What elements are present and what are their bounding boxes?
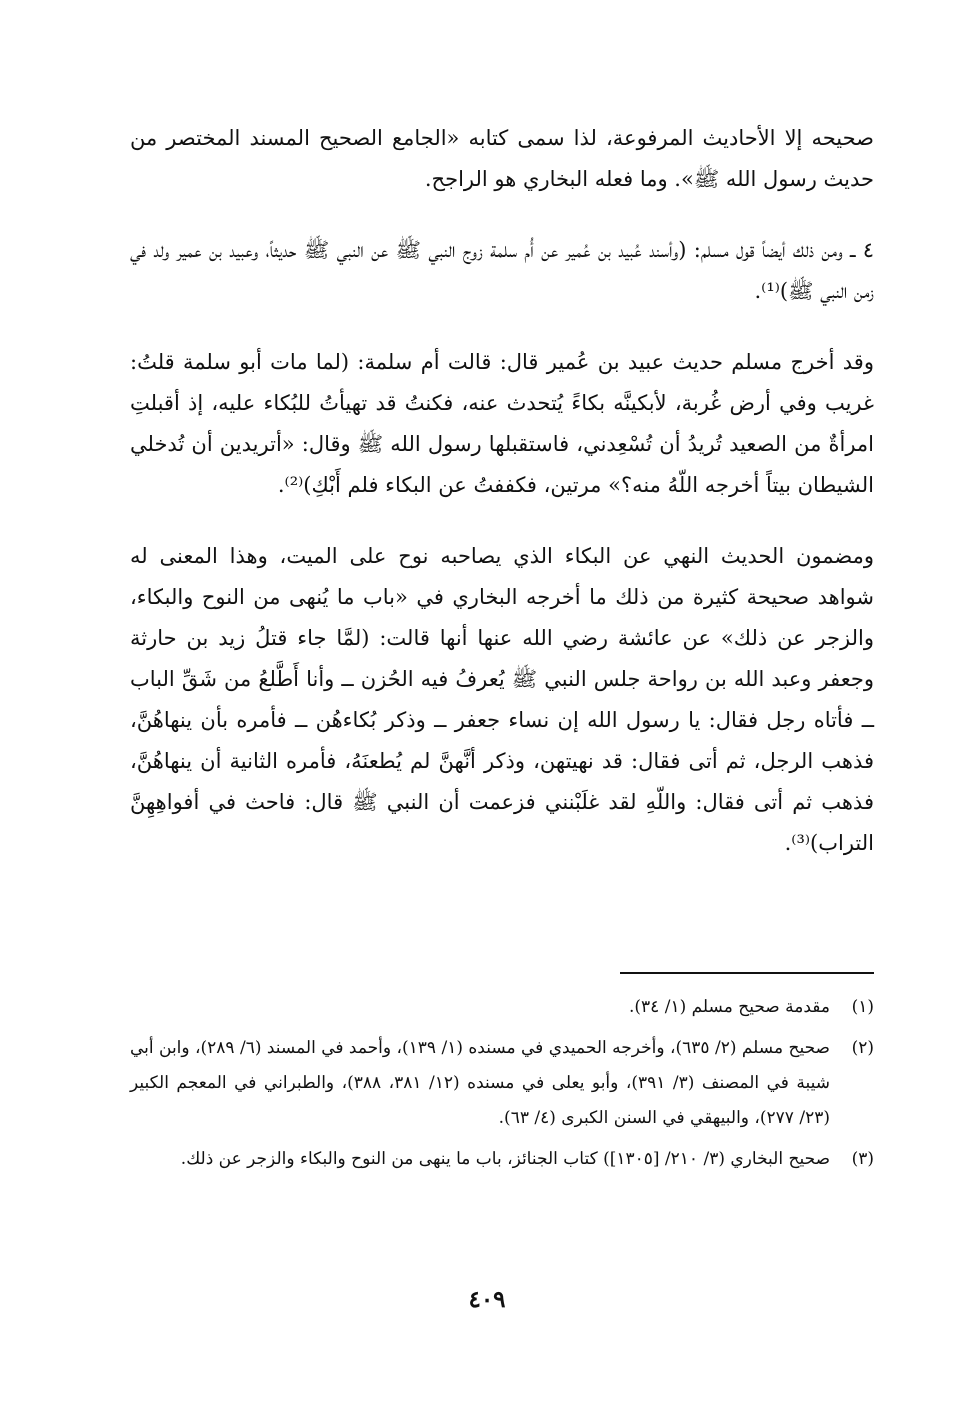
footnotes <box>130 990 874 1183</box>
footnote-1 <box>130 990 874 1025</box>
footnote-number: (١) <box>851 997 874 1017</box>
footnote-text: صحيح مسلم (٢/ ٦٣٥)، وأخرجه الحميدي في مسنده (١/ ١٣٩)، وأحمد في المسند (٦/ ٢٨٩)، وابن أبي شيبة في المصنف (٣/ ٣٩١)، وأبو يعلى في مسنده (١٢/ ٣٨١، ٣٨٨)، والطبراني في المعجم الكبير (٢٣/ ٢٧٧)، والبيهقي في السنن الكبرى (٤/ ٦٣). <box>129 1038 830 1128</box>
footnote-3 <box>130 1142 874 1177</box>
footnote-text: صحيح البخاري (٣/ ٢١٠/ [١٣٠٥]) كتاب الجنائز، باب ما ينهى من النوح والبكاء والزجر عن ذلك. <box>180 1149 830 1169</box>
footnote-number: (٣) <box>851 1149 874 1169</box>
footnote-2 <box>130 1031 874 1136</box>
page-number: ٤٠٩ <box>468 1286 506 1313</box>
main-text <box>130 118 874 864</box>
footnote-separator <box>620 972 874 974</box>
paragraph-3: وقد أخرج مسلم حديث عبيد بن عُمير قال: قالت أم سلمة: (لما مات أبو سلمة قلتُ: غريب وفي أرض غُربة، لأبكينَّه بكاءً يُتحدث عنه، فكنتُ قد تهيأتُ للبُكاء عليه، إذ أقبلتِ امرأةٌ من الصعيد تُريدُ أن تُسْعِدني، فاستقبلها رسول الله ﷺ وقال: «أتريدين أن تُدخلي الشيطان بيتاً أخرجه اللّهُ منه؟» مرتين، فكففتُ عن البكاء فلم أَبْكِ)⁽²⁾. <box>130 350 874 497</box>
paragraph-4: ومضمون الحديث النهي عن البكاء الذي يصاحبه نوح على الميت، وهذا المعنى له شواهد صحيحة كثيرة من ذلك ما أخرجه البخاري في «باب ما يُنهى من النوح والبكاء، والزجر عن ذلك» عن عائشة رضي الله عنها أنها قالت: (لمَّا جاء قتلُ زيد بن حارثة وجعفر وعبد الله بن رواحة جلس النبي ﷺ يُعرفُ فيه الحُزن ــ وأنا أَطَّلعُ من شَقِّ الباب ــ فأتاه رجل فقال: يا رسول الله إن نساء جعفر ــ وذكر بُكاءهُن ــ فأمره بأن ينهاهُنَّ، فذهب الرجل، ثم أتى فقال: قد نهيتهن، وذكر أنَّهنَّ لم يُطعنَهُ، فأمره الثانية أن ينهاهُنَّ، فذهب ثم أتى فقال: واللّهِ لقد غلَبْنني فزعمت أن النبي ﷺ قال: فاحث في أفواهِهِنَّ التراب)⁽³⁾. <box>130 544 874 855</box>
footnote-text: مقدمة صحيح مسلم (١/ ٣٤). <box>628 997 830 1017</box>
paragraph-1: صحيحه إلا الأحاديث المرفوعة، لذا سمى كتابه «الجامع الصحيح المسند المختصر من حديث رسول الله ﷺ». وما فعله البخاري هو الراجح. <box>130 126 874 191</box>
footnote-number: (٢) <box>851 1038 874 1058</box>
paragraph-2: ٤ ــ ومن ذلك أيضاً قول مسلم: (وأسند عُبيد بن عُمير عن أُم سلمة زوج النبي ﷺ عن النبي ﷺ حديثاً، وعبيد بن عمير ولد في زمن النبي ﷺ)⁽¹⁾. <box>130 238 874 303</box>
